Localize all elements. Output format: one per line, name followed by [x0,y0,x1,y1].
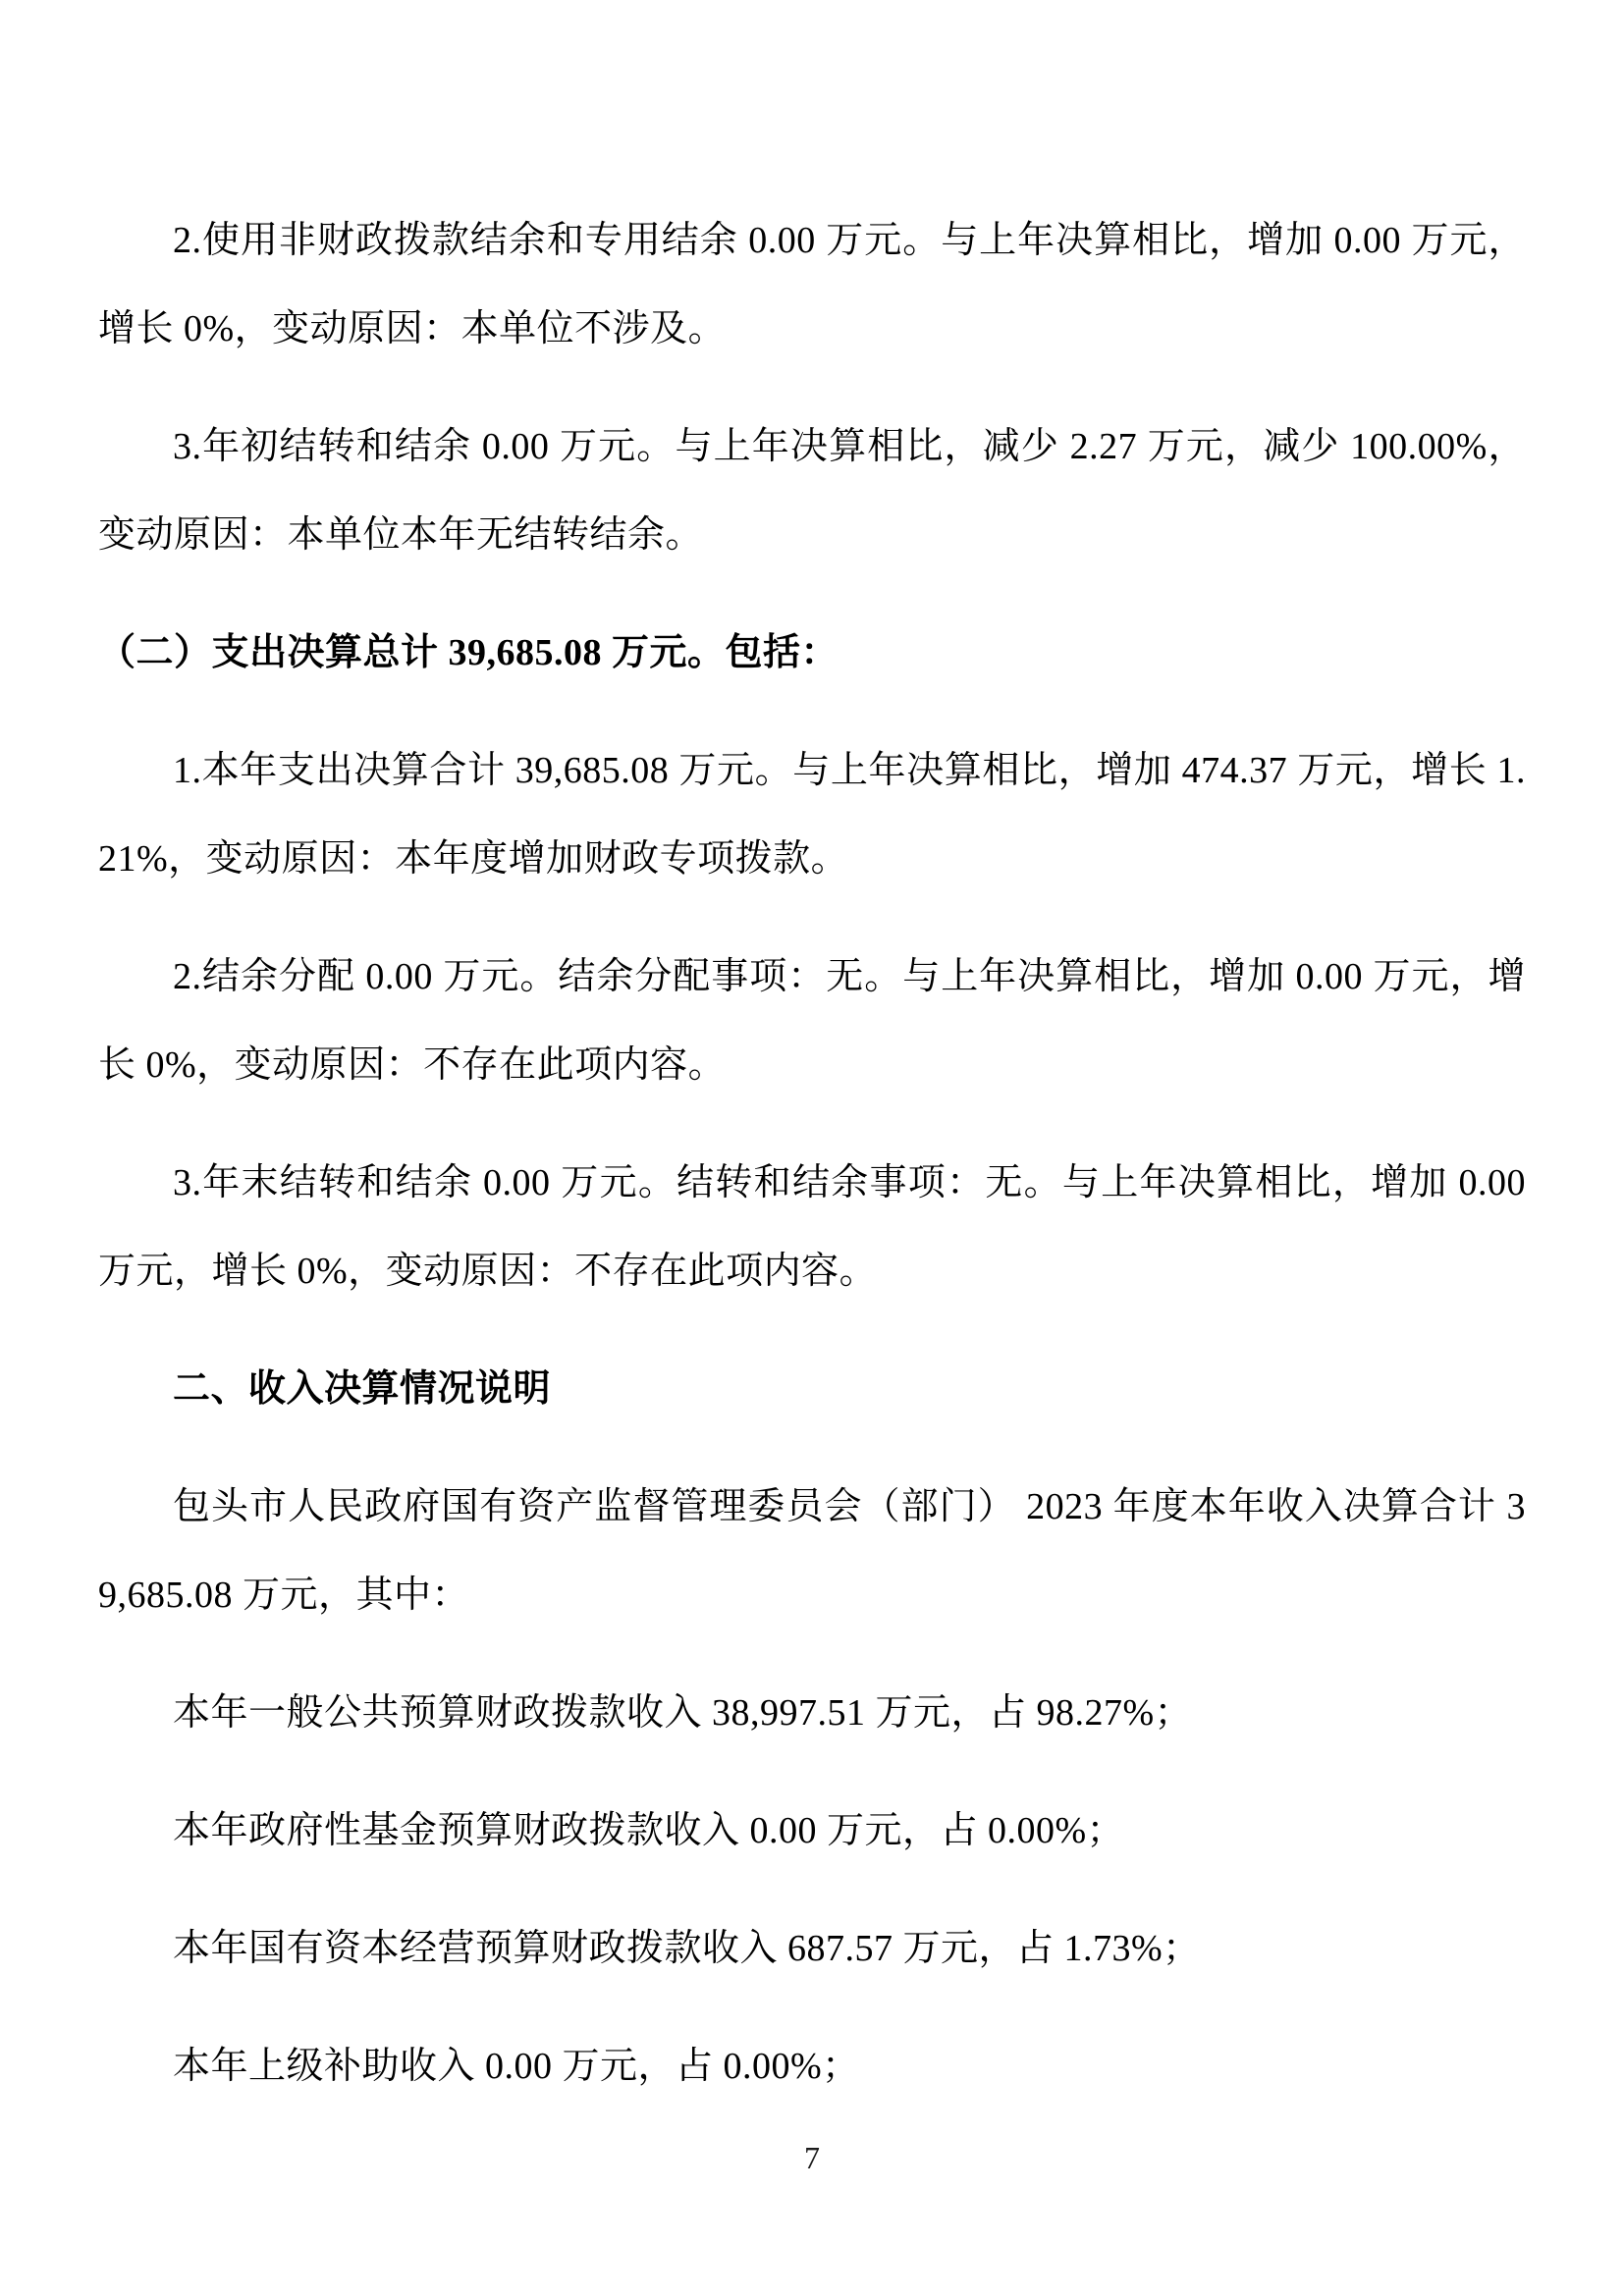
document-body [98,196,1526,2140]
paragraph-income-gov-fund: 本年政府性基金预算财政拨款收入 0.00 万元，占 0.00%； [173,1810,1125,1851]
paragraph-income-general-public: 本年一般公共预算财政拨款收入 38,997.51 万元，占 98.27%； [173,1692,1193,1734]
subsection-heading-expenditure-total: （二）支出决算总计 39,685.08 万元。包括： [98,632,839,673]
page-number: 7 [804,2140,820,2175]
paragraph-balance-distribution: 2.结余分配 0.00 万元。结余分配事项：无。与上年决算相比，增加 0.00 万元，增长 0%，变动原因：不存在此项内容。 [98,956,1526,1086]
paragraph-year-begin-carryover: 3.年初结转和结余 0.00 万元。与上年决算相比，减少 2.27 万元，减少 100.00%，变动原因：本单位本年无结转结余。 [98,426,1526,556]
section-heading-income: 二、收入决算情况说明 [173,1368,552,1410]
paragraph-use-nonfiscal-balance: 2.使用非财政拨款结余和专用结余 0.00 万元。与上年决算相比，增加 0.00 万元，增长 0%，变动原因：本单位不涉及。 [98,220,1526,349]
paragraph-year-end-carryover: 3.年末结转和结余 0.00 万元。结转和结余事项：无。与上年决算相比，增加 0.00 万元，增长 0%，变动原因：不存在此项内容。 [98,1162,1526,1292]
paragraph-income-superior-subsidy: 本年上级补助收入 0.00 万元，占 0.00%； [173,2046,860,2087]
paragraph-income-state-capital: 本年国有资本经营预算财政拨款收入 687.57 万元，占 1.73%； [173,1928,1201,1969]
paragraph-income-intro: 包头市人民政府国有资产监督管理委员会（部门） 2023 年度本年收入决算合计 39,685.08 万元，其中： [98,1486,1526,1616]
paragraph-current-expenditure: 1.本年支出决算合计 39,685.08 万元。与上年决算相比，增加 474.37 万元，增长 1.21%，变动原因：本年度增加财政专项拨款。 [98,750,1526,880]
